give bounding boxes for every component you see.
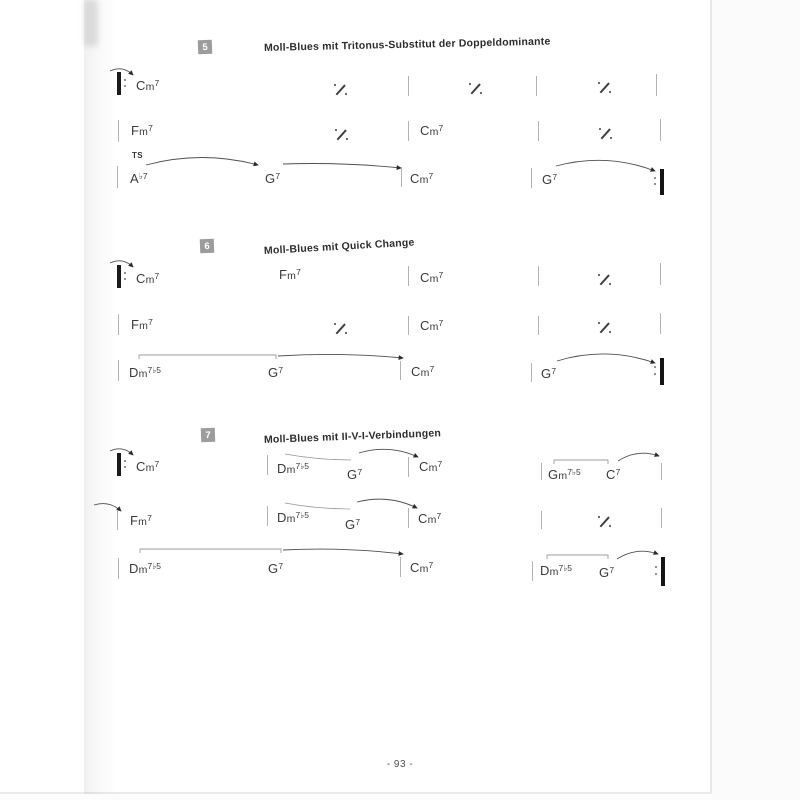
chord-symbol: Fm$^7$ [131,123,153,138]
barline [408,508,409,528]
barline [531,168,532,188]
barline [117,166,118,188]
chord-symbol: $G^7$ [599,565,615,580]
barline [660,263,661,285]
barline [408,121,409,141]
barline [660,313,661,334]
chord-symbol: Cm$^7$ [410,560,434,575]
barline [661,508,662,528]
chord-symbol: Fm$^7$ [279,267,301,282]
chord-symbol: Fm$^7$ [131,317,153,332]
barline [656,74,657,96]
chord-symbol: Cm$^7$ [136,78,160,93]
barline [408,316,409,335]
simile-mark [334,323,347,334]
chord-symbol: $Dm^{7♭5}$ [277,510,310,525]
chord-symbol: Cm$^7$ [411,364,435,379]
section-number-badge: 5 [198,40,212,54]
chord-symbol: $Dm^{7♭5}$ [129,365,162,380]
chord-symbol: Cm$^7$ [418,511,442,526]
repeat-end-sign [654,358,664,385]
simile-mark [598,82,611,93]
chord-symbol: $C^7$ [606,467,621,482]
chord-symbol: $G^7$ [542,172,558,187]
chord-symbol: $Dm^{7♭5}$ [129,561,162,576]
chord-symbol: $G^7$ [265,171,281,186]
barline [117,510,118,530]
repeat-start-sign [117,265,129,288]
section-number-badge: 7 [201,428,215,442]
barline [408,266,409,286]
repeat-start-sign [117,453,129,476]
section-title: Moll-Blues mit Quick Change [263,236,415,257]
barline [400,361,401,380]
barline [267,455,268,475]
barline [532,561,533,581]
chord-symbol: Fm$^7$ [130,513,152,528]
chord-symbol: Cm$^7$ [410,171,434,186]
barline [408,76,409,96]
barline [538,316,539,335]
simile-mark [598,516,611,527]
barline [400,557,401,577]
repeat-start-sign [117,72,129,95]
chord-symbol: Cm$^7$ [136,459,160,474]
chord-symbol: $Dm^{7♭5}$ [277,461,310,476]
barline [661,463,662,480]
chord-symbol: $Dm^{7♭5}$ [540,563,573,578]
barline [408,457,409,477]
barline [536,76,537,96]
chord-symbol: $G^7$ [268,561,284,576]
simile-mark [598,274,611,285]
chord-symbol: Cm$^7$ [420,270,444,285]
chord-symbol: $Gm^{7♭5}$ [548,467,581,482]
barline [118,558,119,579]
barline [267,506,268,526]
page-number: - 93 - [386,759,414,770]
barline [541,463,542,480]
barline [541,511,542,529]
simile-mark [469,83,482,94]
barline [660,119,661,141]
section-title: Moll-Blues mit II-V-I-Verbindungen [263,427,442,446]
chord-symbol: $G^7$ [347,467,363,482]
barline [401,167,402,187]
chord-symbol: $G^7$ [541,366,557,381]
simile-mark [335,129,348,140]
section-number-badge: 6 [200,239,214,253]
barline [118,120,119,142]
chord-symbol: Cm$^7$ [420,123,444,138]
chord-symbol: $G^7$ [268,365,284,380]
repeat-end-sign [655,557,665,586]
simile-mark [334,84,347,95]
chord-symbol: Cm$^7$ [136,271,160,286]
tritone-substitution-label: TS [132,151,144,160]
section-title: Moll-Blues mit Tritonus-Substitut der Doppeldominante [263,35,551,54]
barline [538,266,539,286]
repeat-end-sign [654,169,664,195]
barline [118,314,119,335]
simile-mark [598,322,611,333]
barline [118,360,119,381]
chord-symbol: $G^7$ [345,517,361,532]
barline [538,121,539,141]
barline [531,363,532,382]
chord-symbol: $A^{♭7}$ [130,171,148,186]
chord-symbol: Cm$^7$ [420,318,444,333]
simile-mark [599,128,612,139]
chord-symbol: Cm$^7$ [419,459,443,474]
